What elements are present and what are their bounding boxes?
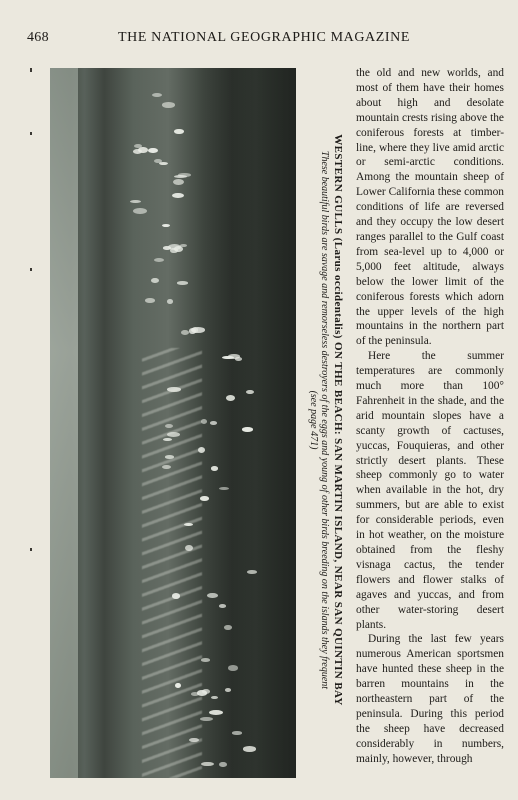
- photo-sky: [50, 68, 78, 778]
- margin-mark: [30, 68, 32, 72]
- body-paragraph: the old and new worlds, and most of them have their homes about high and desolate mountain crests rising above the coniferous forests at timber-line, where they live amid arctic or semi-arctic conditions. Among the mountain sheep of Lower California these common conditions of life are reversed and they occupy the low desert ranges parallel to the Gulf coast from sea-level up to 4,000 or 5,000 feet altitude, always below the lower limit of the coniferous forests which adorn the upper levels of the high mountains in the northern part of the peninsula.: [356, 67, 504, 348]
- page-number: 468: [27, 30, 49, 45]
- photo-caption: [300, 70, 344, 780]
- gull-speck: [211, 466, 218, 470]
- gull-speck: [165, 455, 175, 458]
- gull-speck: [130, 200, 141, 203]
- margin-mark: [30, 268, 32, 271]
- page-header: [0, 30, 518, 50]
- caption-title: WESTERN GULLS (Larus occidentalis) ON THE BEACH: SAN MARTIN ISLAND, NEAR SAN QUINTIN BAY: [332, 134, 344, 706]
- gull-speck: [145, 298, 155, 303]
- gull-speck: [189, 738, 199, 742]
- caption-body: These beautiful birds are savage and remorseless destroyers of the eggs and young of other birds breeding on the islands they frequent: [319, 150, 330, 690]
- gull-speck: [185, 545, 192, 551]
- gull-speck: [235, 357, 242, 361]
- gull-speck: [198, 447, 205, 453]
- gull-speck: [224, 625, 232, 630]
- gull-speck: [173, 179, 184, 185]
- gulls-photograph: [50, 68, 296, 778]
- gull-speck: [184, 523, 193, 526]
- margin-mark: [30, 132, 32, 135]
- gull-speck: [151, 278, 159, 283]
- gull-speck: [191, 692, 199, 696]
- gull-speck: [172, 193, 184, 198]
- gull-speck: [174, 129, 184, 134]
- gull-speck: [133, 208, 147, 214]
- gull-speck: [243, 746, 256, 751]
- gull-speck: [152, 93, 163, 97]
- article-text-column: [356, 66, 504, 767]
- gull-speck: [246, 390, 254, 394]
- gull-speck: [226, 395, 235, 401]
- gull-speck: [232, 731, 241, 734]
- photo-surf: [142, 348, 202, 778]
- gull-speck: [175, 683, 181, 689]
- gull-speck: [154, 258, 164, 262]
- caption-page-reference: (see page 471): [308, 390, 319, 450]
- running-head: THE NATIONAL GEOGRAPHIC MAGAZINE: [118, 30, 411, 45]
- gull-speck: [162, 224, 171, 227]
- gull-speck: [172, 593, 180, 598]
- margin-mark: [30, 548, 32, 551]
- gull-speck: [219, 604, 226, 608]
- gull-speck: [167, 387, 181, 392]
- body-paragraph: Here the summer temperatures are commonly much more than 100° Fahrenheit in the shade, and the arid mountain slopes have a scanty growth of cactuses, yuccas, Fouquieras, and other strictly desert plants. These sheep commonly go to water when available in the hot, dry summers, but are able to exist for considerable periods, even in hot weather, on the moisture obtained from the fleshy visnaga cactus, the tender flowers and flower stalks of agaves and yuccas, and from other water-storing desert plants.: [356, 350, 504, 631]
- gull-speck: [242, 427, 253, 431]
- gull-speck: [209, 710, 223, 715]
- body-paragraph: During the last few years numerous American sportsmen have hunted these sheep in the barren mountains in the northeastern part of the peninsula. During this period the sheep have decreased considerably in numbers, mainly, however, through: [356, 633, 504, 765]
- gull-speck: [191, 327, 205, 332]
- gull-speck: [162, 465, 171, 469]
- gull-speck: [201, 658, 211, 662]
- gull-speck: [167, 299, 174, 304]
- gull-speck: [219, 762, 226, 767]
- gull-speck: [162, 102, 175, 108]
- gull-speck: [207, 593, 217, 598]
- gull-speck: [181, 330, 189, 335]
- gull-speck: [228, 665, 239, 671]
- gull-speck: [177, 281, 188, 284]
- gull-speck: [138, 147, 147, 153]
- gull-speck: [200, 496, 209, 501]
- gull-speck: [174, 175, 187, 178]
- gull-speck: [148, 148, 157, 153]
